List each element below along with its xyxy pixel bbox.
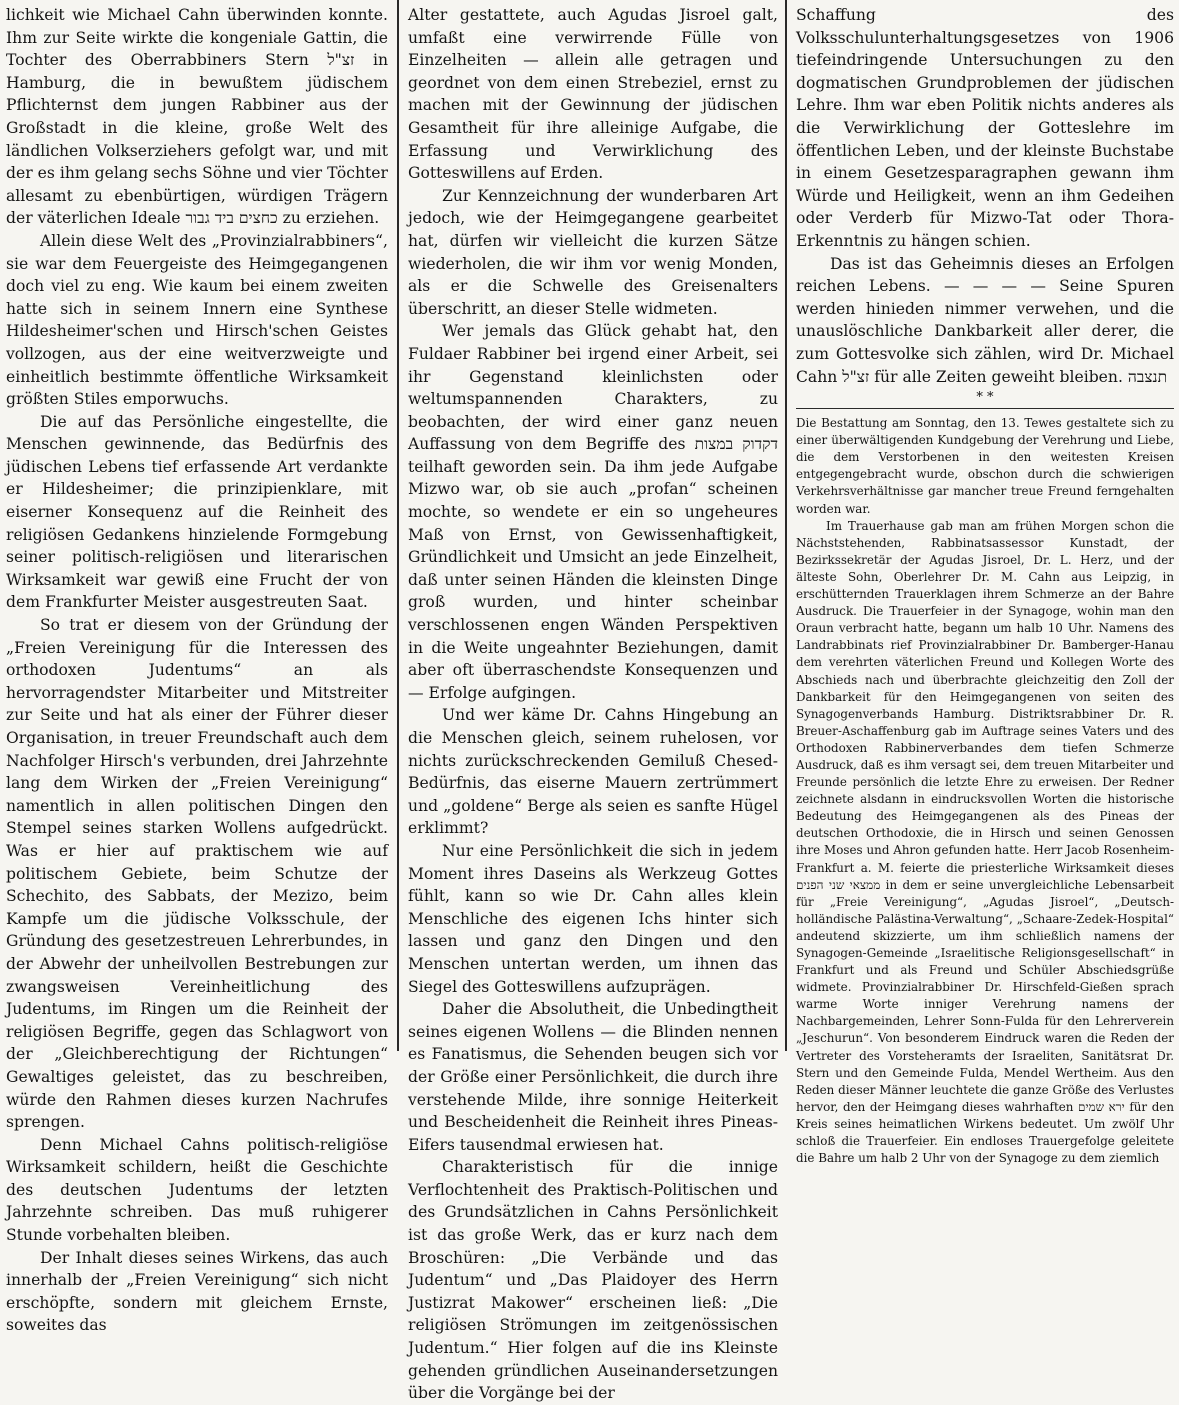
paragraph: Wer jemals das Glück gehabt hat, den Fuldaer Rabbiner bei irgend einer Arbeit, sei ihr Gegenstand kleinlichsten oder weltumspannenden Charakters, zu beobachten, der wird einer ganz neuen Auffassung von dem Begriffe des דקדוק במצות teilhaft geworden sein. Da ihm jede Aufgabe Mizwo war, ob sie auch „profan“ scheinen mochte, so wendete er ein so ungeheures Maß von Ernst, von Gewissenhaftigkeit, Gründlichkeit und Umsicht an jede Einzelheit, daß unter seinen Händen die kleinsten Dinge groß wurden, und hinter scheinbar verschlossenen engen Wänden Perspektiven in die Weite ungeahnter Beziehungen, damit aber oft überraschendste Konsequenzen und — Erfolge aufgingen. — [408, 322, 778, 702]
paragraph: Im Trauerhause gab man am frühen Morgen schon die Nächststehenden, Rabbinatsassessor Kunstadt, der Bezirkssekretär der Agudas Jisroel, Dr. L. Herz, und der älteste Sohn, Oberlehrer Dr. M. Cahn aus Leipzig, in erschütternden Trauerklagen ihrem Schmerze an der Bahre Ausdruck. Die Trauerfeier in der Synagoge, wohin man den Oraun verbracht hatte, begann um halb 10 Uhr. Namens des Landrabbinats rief Provinzialrabbiner Dr. Bamberger-Hanau dem verehrten väterlichen Freund und Kollegen Worte des Abschieds nach und überbrachte gleichzeitig den Zoll der Dankbarkeit für den Heimgegangenen von seiten des Synagogenverbands Hamburg. Distriktsrabbiner Dr. R. Breuer-Aschaffenburg gab im Auftrage seines Vaters und des Orthodoxen Rabbinerverbandes dem tiefen Schmerze Ausdruck, daß es ihm versagt sei, dem treuen Mitarbeiter und Freunde persönlich die letzte Ehre zu erweisen. Der Redner zeichnete alsdann in eindrucksvollen Worten die historische Bedeutung des Heimgegangenen als des Pineas der deutschen Orthodoxie, die in Hirsch und seinen Genossen ihre Moses und Ahron gefunden hatte. Herr Jacob Rosenheim-Frankfurt a. M. feierte die priesterliche Wirksamkeit dieses ממצאי שני הפנים in dem er seine unvergleichliche Lebensarbeit für „Freie Vereinigung“, „Agudas Jisroel“, „Deutsch-holländische Palästina-Verwaltung“, „Schaare-Zedek-Hospital“ andeutend skizzierte, um ihm schließlich namens der Synagogen-Gemeinde „Israelitische Religionsgesellschaft“ in Frankfurt und als Freund und Schüler Abschiedsgrüße widmete. Provinzialrabbiner Dr. Hirschfeld-Gießen sprach warme Worte inniger Verehrung namens der Nachbargemeinden, Lehrer Sonn-Fulda für den Lehrerverein „Jeschurun“. Von besonderem Eindruck waren die Reden der Vertreter des Vorsteheramts der Israeliten, Sanitätsrat Dr. Stern und den Gemeinde Fulda, Mendel Wertheim. Aus den Reden dieser Männer leuchtete die ganze Größe des Verlustes hervor, den der Heimgang dieses wahrhaften ירא שמים für den Kreis seines heimatlichen Wirkens bedeutet. Um zwölf Uhr schloß die Trauerfeier. Ein endloses Trauergefolge geleitete die Bahre um halb 2 Uhr von der Synagoge zu dem ziemlich — [796, 518, 1175, 1166]
paragraph: Die auf das Persönliche eingestellte, die Menschen gewinnende, das Bedürfnis des jüdischen Lebens tief erfassende Art verdankte er Hildesheimer; die prinzipienklare, mit eiserner Konsequenz auf die Reinheit des religiösen Gedankens hinzielende Formgebung seiner politisch-religiösen und literarischen Wirksamkeit war gewiß eine Frucht der von dem Frankfurter Meister ausgestreuten Saat. — [6, 412, 388, 612]
paragraph: Das ist das Geheimnis dieses an Erfolgen reichen Lebens. — — — — Seine Spuren werden hinieden nimmer verwehen, und die unauslöschliche Dankbarkeit aller derer, die zum Gottesvolke sich zählen, wird Dr. Michael Cahn זצ"ל für alle Zeiten geweiht bleiben. תנצבה — [796, 254, 1174, 386]
column-divider — [785, 0, 787, 1051]
paragraph: Der Inhalt dieses seines Wirkens, das auch innerhalb der „Freien Vereinigung“ sich nicht erschöpfte, sondern mit gleichem Ernste, soweites das — [6, 1248, 388, 1335]
paragraph: So trat er diesem von der Gründung der „Freien Vereinigung für die Interessen des orthodoxen Judentums“ an als hervorragendster Mitarbeiter und Mitstreiter zur Seite und hat als einer der Führer dieser Organisation, in treuer Freundschaft auch dem Nachfolger Hirsch's verbunden, drei Jahrzehnte lang dem Wirken der „Freien Vereinigung“ namentlich in allen politischen Dingen den Stempel seines starken Wollens aufgedrückt. Was er hier auf praktischem wie auf politischem Gebiete, beim Schutze der Schechito, des Sabbats, der Mezizo, beim Kampfe um die jüdische Volksschule, der Gründung des gesetzestreuen Lehrerbundes, in der Abwehr der unheilvollen Bestrebungen zur zwangsweisen Vereinheitlichung des Judentums, im Ringen um die Reinheit der religiösen Begriffe, gegen das Schlagwort von der „Gleichberechtigung der Richtungen“ Gewaltiges geleistet, das zu beschreiben, würde den Rahmen dieses kurzen Nachrufes sprengen. — [6, 616, 388, 1132]
column-divider — [397, 0, 399, 1051]
section-separator: * * — [976, 390, 994, 406]
paragraph: Denn Michael Cahns politisch-religiöse Wirksamkeit schildern, heißt die Geschichte des deutschen Judentums der letzten Jahrzehnte schreiben. Das muß ruhigerer Stunde vorbehalten bleiben. — [6, 1135, 388, 1245]
paragraph: lichkeit wie Michael Cahn überwinden konnte. Ihm zur Seite wirkte die kongeniale Gattin, die Tochter des Oberrabbiners Stern זצ"ל in Hamburg, die in bewußtem jüdischem Pflichternst dem jungen Rabbiner aus der Großstadt in die kleine, große Welt des ländlichen Volkserziehers gefolgt war, und mit der es ihm gelang sechs Söhne und vier Töchter allesamt zu ebenbürtigen, würdigen Trägern der väterlichen Ideale כחצים ביד גבור zu erziehen. — [6, 6, 388, 228]
paragraph: Daher die Absolutheit, die Unbedingtheit seines eigenen Wollens — die Blinden nennen es Fanatismus, die Sehenden beugen sich vor der Größe einer Persönlichkeit, die durch ihre verstehende Milde, ihre sonnige Heiterkeit und Bescheidenheit die Reinheit ihres Pineas-Eifers tausendmal erwiesen hat. — [408, 1000, 778, 1154]
paragraph: Zur Kennzeichnung der wunderbaren Art jedoch, wie der Heimgegangene gearbeitet hat, dürfen wir vielleicht die kurzen Sätze wiederholen, die wir ihm vor wenig Monden, als er die Schwelle des Greisenalters überschritt, an dieser Stelle widmeten. — [408, 186, 778, 318]
paragraph: Alter gestattete, auch Agudas Jisroel galt, umfaßt eine verwirrende Fülle von Einzelheiten — allein alle getragen und geordnet von dem einen Strebeziel, ernst zu machen mit der Gewinnung der jüdischen Gesamtheit für ihre alleinige Aufgabe, die Erfassung und Verwirklichung des Gotteswillens auf Erden. — [408, 6, 778, 183]
funeral-report — [796, 408, 1174, 1167]
paragraph: Die Bestattung am Sonntag, den 13. Tewes gestaltete sich zu einer überwältigenden Kundgebung der Verehrung und Liebe, die dem Verstorbenen in den weitesten Kreisen entgegengebracht wurde, obschon durch die schwierigen Verkehrsverhältnisse gar mancher treue Freund ferngehalten worden war. — [796, 416, 1174, 516]
paragraph: Allein diese Welt des „Provinzialrabbiners“, sie war dem Feuergeiste des Heimgegangenen doch viel zu eng. Wie kaum bei einem zweiten hatte sich in seinem Innern eine Synthese Hildesheimer'schen und Hirsch'schen Geistes vollzogen, aus der eine weitverzweigte und einheitlich bestimmte öffentliche Wirksamkeit größten Stiles emporwuchs. — [6, 231, 388, 409]
column-1 — [6, 4, 388, 1335]
paragraph: Nur eine Persönlichkeit die sich in jedem Moment ihres Daseins als Werkzeug Gottes fühlt, kann so wie Dr. Cahn alles klein Menschliche des eigenen Ichs hinter sich lassen und ganz den Dingen und den Menschen untertan werden, um ihnen das Siegel des Gotteswillens aufzuprägen. — [408, 841, 778, 996]
paragraph: Und wer käme Dr. Cahns Hingebung an die Menschen gleich, seinem ruhelosen, vor nichts zurückschreckenden Gemiluß Chesed-Bedürfnis, das eiserne Mauern zertrümmert und „goldene“ Berge als seien es sanfte Hügel erklimmt? — [408, 706, 778, 838]
paragraph: Charakteristisch für die innige Verflochtenheit des Praktisch-Politischen und des Grundsätzlichen in Cahns Persönlichkeit ist das große Werk, das er kurz nach dem Broschüren: „Die Verbände und das Judentum“ und „Das Plaidoyer des Herrn Justizrat Makower“ erscheinen ließ: „Die religiösen Strömungen im zeitgenössischen Judentum.“ Hier folgen auf die ins Kleinste gehenden gründlichen Auseinandersetzungen über die Vorgänge bei der — [408, 1158, 778, 1403]
column-3 — [796, 4, 1175, 1166]
paragraph: Schaffung des Volksschulunterhaltungsgesetzes von 1906 tiefeindringende Untersuchungen zu den dogmatischen Grundproblemen der jüdischen Lehre. Ihm war eben Politik nichts anderes als die Verwirklichung der Gotteslehre im öffentlichen Leben, und der kleinste Buchstabe in einem Gesetzesparagraphen gewann ihm Würde und Heiligkeit, wenn an ihm Gedeihen oder Verderb für Mizwo-Tat oder Thora-Erkenntnis zu hängen schien. — [796, 6, 1174, 250]
column-2 — [408, 4, 778, 1403]
